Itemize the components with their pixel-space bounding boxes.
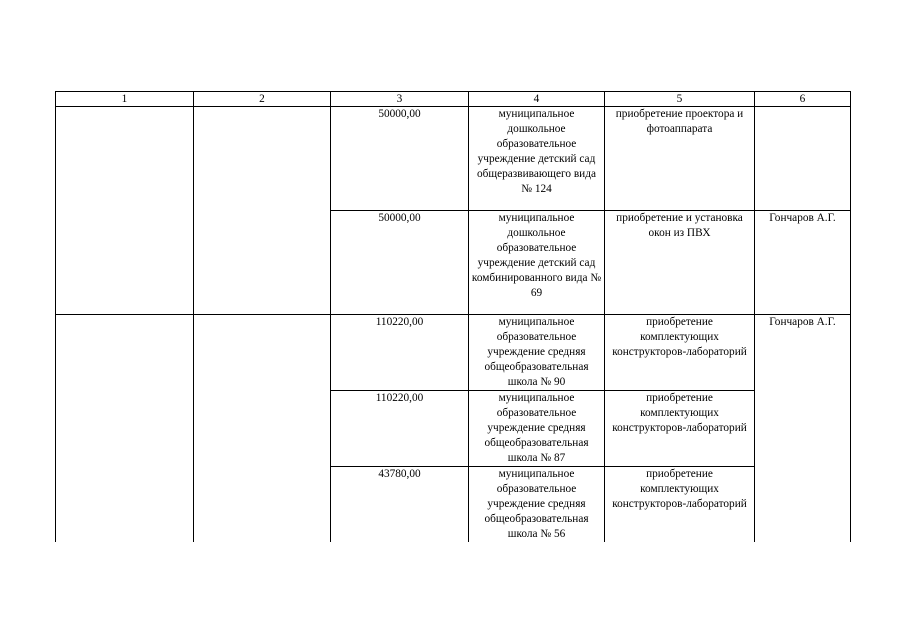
col2-cell: [194, 315, 331, 543]
purpose-cell: приобретение комплектующих конструкторов-лабораторий: [605, 391, 755, 467]
column-header: 4: [469, 92, 605, 107]
organization-cell: муниципальное дошкольное образовательное учреждение детский сад комбинированного вида № 69: [469, 211, 605, 315]
responsible-cell: [755, 107, 851, 211]
organization-cell: муниципальное дошкольное образовательное учреждение детский сад общеразвивающего вида № 124: [469, 107, 605, 211]
column-header: 5: [605, 92, 755, 107]
amount-cell: 110220,00: [331, 315, 469, 391]
purpose-cell: приобретение комплектующих конструкторов-лабораторий: [605, 467, 755, 543]
column-header: 1: [56, 92, 194, 107]
table-row: [56, 315, 851, 391]
amount-cell: 50000,00: [331, 107, 469, 211]
purpose-cell: приобретение проектора и фотоаппарата: [605, 107, 755, 211]
column-header: 6: [755, 92, 851, 107]
table-header-row: [56, 92, 851, 107]
allocation-table: [55, 91, 851, 542]
purpose-cell: приобретение и установка окон из ПВХ: [605, 211, 755, 315]
amount-cell: 110220,00: [331, 391, 469, 467]
col2-cell: [194, 107, 331, 315]
col1-cell: [56, 107, 194, 315]
col1-cell: [56, 315, 194, 543]
responsible-cell: Гончаров А.Г.: [755, 315, 851, 543]
organization-cell: муниципальное образовательное учреждение средняя общеобразовательная школа № 87: [469, 391, 605, 467]
purpose-cell: приобретение комплектующих конструкторов-лабораторий: [605, 315, 755, 391]
organization-cell: муниципальное образовательное учреждение средняя общеобразовательная школа № 56: [469, 467, 605, 543]
column-header: 2: [194, 92, 331, 107]
table-row: [56, 107, 851, 211]
column-header: 3: [331, 92, 469, 107]
amount-cell: 43780,00: [331, 467, 469, 543]
responsible-cell: Гончаров А.Г.: [755, 211, 851, 315]
amount-cell: 50000,00: [331, 211, 469, 315]
organization-cell: муниципальное образовательное учреждение средняя общеобразовательная школа № 90: [469, 315, 605, 391]
